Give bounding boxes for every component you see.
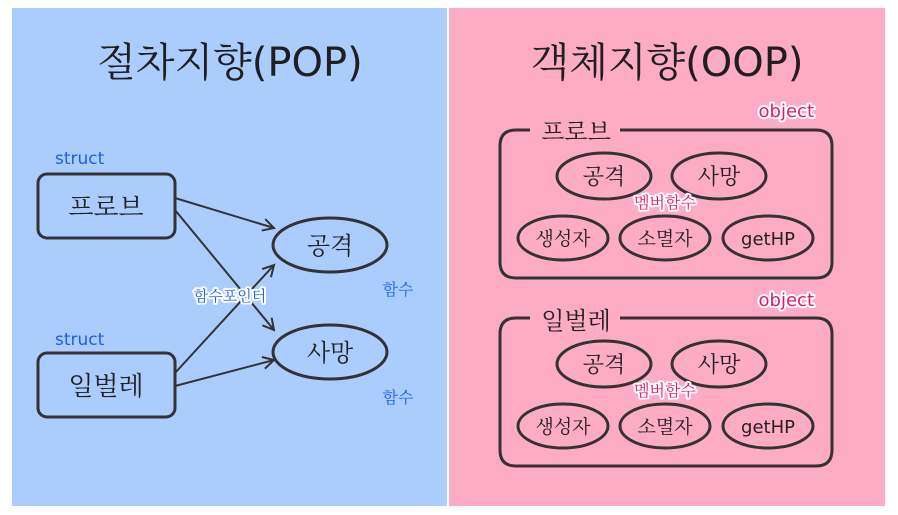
pointer-arrow bbox=[175, 210, 274, 330]
function-name: 공격 bbox=[306, 232, 354, 260]
struct-tag: struct bbox=[55, 149, 105, 169]
object-tag: object bbox=[758, 290, 814, 311]
pointer-arrow bbox=[175, 360, 274, 386]
struct-name: 프로브 bbox=[68, 193, 144, 223]
member-name: 사망 bbox=[697, 165, 741, 190]
object-name: 프로브 bbox=[541, 118, 611, 146]
member-name: getHP bbox=[741, 229, 795, 250]
function-pointer-label: 함수포인터 bbox=[193, 287, 267, 305]
oop-title: 객체지향(OOP) bbox=[530, 40, 804, 86]
function-tag: 함수 bbox=[382, 280, 414, 299]
pointer-arrow bbox=[175, 198, 274, 228]
struct-tag: struct bbox=[55, 330, 105, 350]
member-name: 소멸자 bbox=[637, 416, 693, 438]
object-tag: object bbox=[758, 101, 814, 122]
member-name: 생성자 bbox=[535, 228, 591, 250]
struct-name: 일벌레 bbox=[68, 372, 144, 402]
object-name: 일벌레 bbox=[541, 307, 611, 335]
function-tag: 함수 bbox=[382, 388, 414, 407]
member-name: 생성자 bbox=[535, 416, 591, 438]
function-name: 사망 bbox=[306, 339, 354, 367]
member-function-label: 멤버함수 bbox=[634, 381, 696, 400]
member-name: 공격 bbox=[582, 165, 626, 190]
member-function-label: 멤버함수 bbox=[634, 193, 696, 212]
member-name: 사망 bbox=[697, 353, 741, 378]
pop-title: 절차지향(POP) bbox=[97, 40, 363, 86]
member-name: getHP bbox=[741, 417, 795, 438]
member-name: 공격 bbox=[582, 353, 626, 378]
member-name: 소멸자 bbox=[637, 228, 693, 250]
pointer-arrow bbox=[175, 265, 274, 373]
